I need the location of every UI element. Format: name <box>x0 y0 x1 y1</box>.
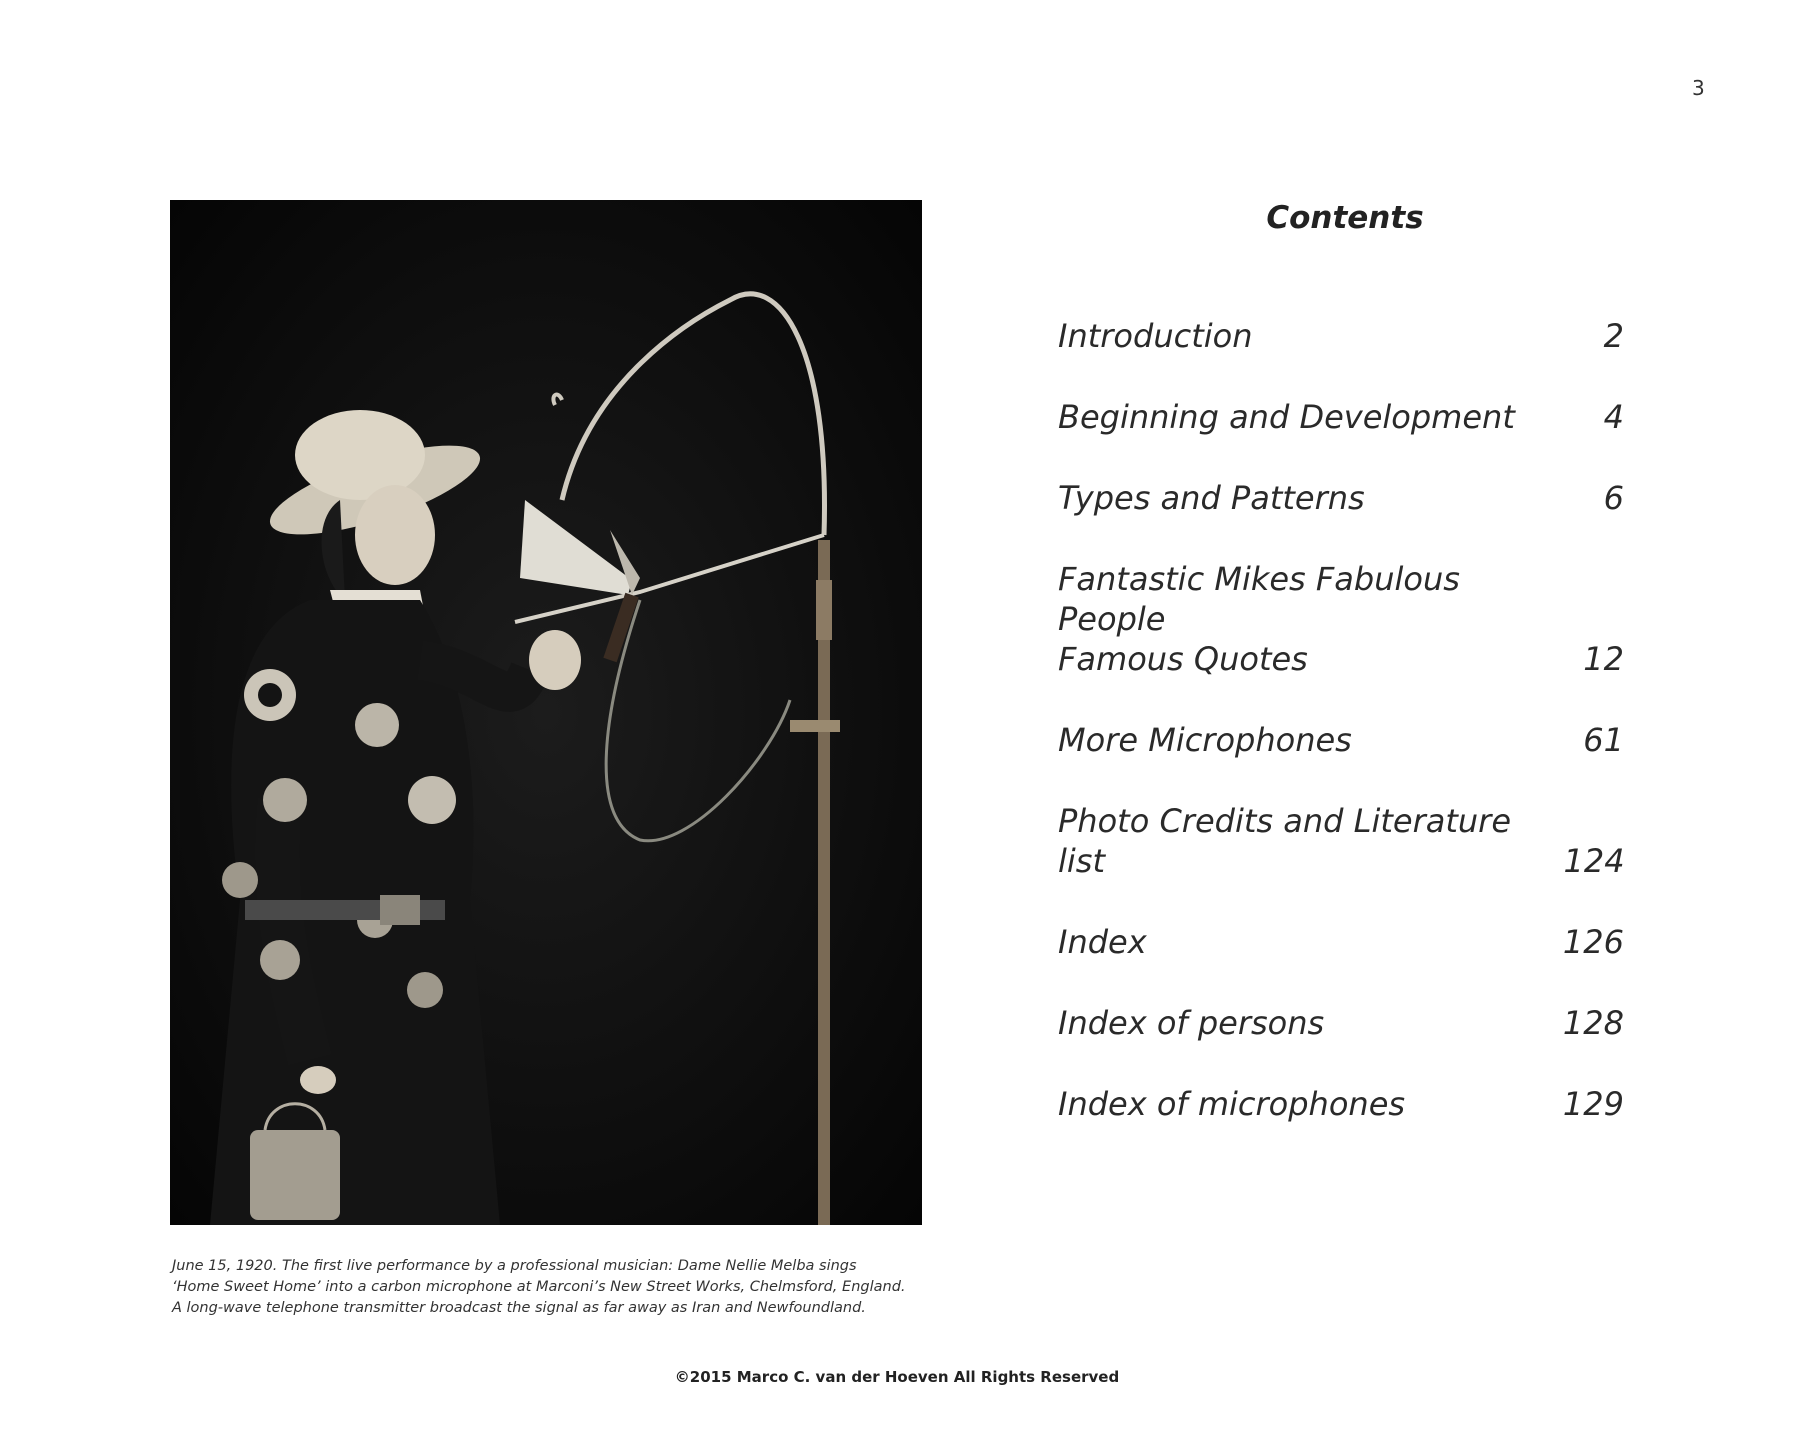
toc-entry-title: Introduction <box>1058 317 1253 355</box>
caption-line-3: A long-wave telephone transmitter broadcast the signal as far away as Iran and Newfoundland. <box>172 1300 866 1316</box>
copyright-footer: ©2015 Marco C. van der Hoeven All Rights Reserved <box>674 1368 1120 1386</box>
toc-entry[interactable] <box>1058 922 1624 962</box>
caption-line-2: ‘Home Sweet Home’ into a carbon microphone at Marconi’s New Street Works, Chelmsford, England. <box>172 1279 906 1295</box>
toc-entry[interactable] <box>1058 316 1624 356</box>
toc-entry-title: Beginning and Development <box>1058 398 1515 436</box>
toc-entry-title: Photo Credits and Literature list <box>1058 802 1511 880</box>
toc-entry[interactable] <box>1058 478 1624 518</box>
toc-entry-title: Index of persons <box>1058 1004 1325 1042</box>
toc-entry-title: Fantastic Mikes Fabulous People <box>1058 560 1460 638</box>
toc-entry[interactable] <box>1058 559 1624 679</box>
toc-entry-title: Index <box>1058 923 1147 961</box>
table-of-contents <box>1058 316 1624 1165</box>
toc-entry-title: Types and Patterns <box>1058 479 1365 517</box>
toc-entry-page: 124 <box>1563 842 1625 880</box>
toc-entry[interactable] <box>1058 1003 1624 1043</box>
toc-entry[interactable] <box>1058 720 1624 760</box>
toc-entry-page: 126 <box>1562 923 1624 961</box>
caption-line-1: June 15, 1920. The first live performance by a professional musician: Dame Nellie Melba sings <box>172 1258 857 1274</box>
toc-entry-title: Index of microphones <box>1058 1085 1406 1123</box>
page-number: 3 <box>1692 76 1705 100</box>
toc-entry-title: More Microphones <box>1058 721 1352 759</box>
toc-entry[interactable] <box>1058 397 1624 437</box>
toc-entry-page: 129 <box>1562 1085 1624 1123</box>
contents-heading: Contents <box>1266 200 1424 236</box>
toc-entry-page: 2 <box>1603 317 1624 355</box>
toc-entry-title-line-2: Famous Quotes <box>1058 640 1308 678</box>
toc-entry[interactable] <box>1058 1084 1624 1124</box>
toc-entry-page: 12 <box>1583 640 1624 678</box>
toc-entry[interactable] <box>1058 801 1624 881</box>
toc-entry-page: 6 <box>1603 479 1624 517</box>
toc-entry-page: 4 <box>1603 398 1624 436</box>
photo-caption <box>172 1256 932 1319</box>
toc-entry-page: 128 <box>1562 1004 1624 1042</box>
historic-photo <box>170 200 922 1225</box>
toc-entry-page: 61 <box>1583 721 1624 759</box>
